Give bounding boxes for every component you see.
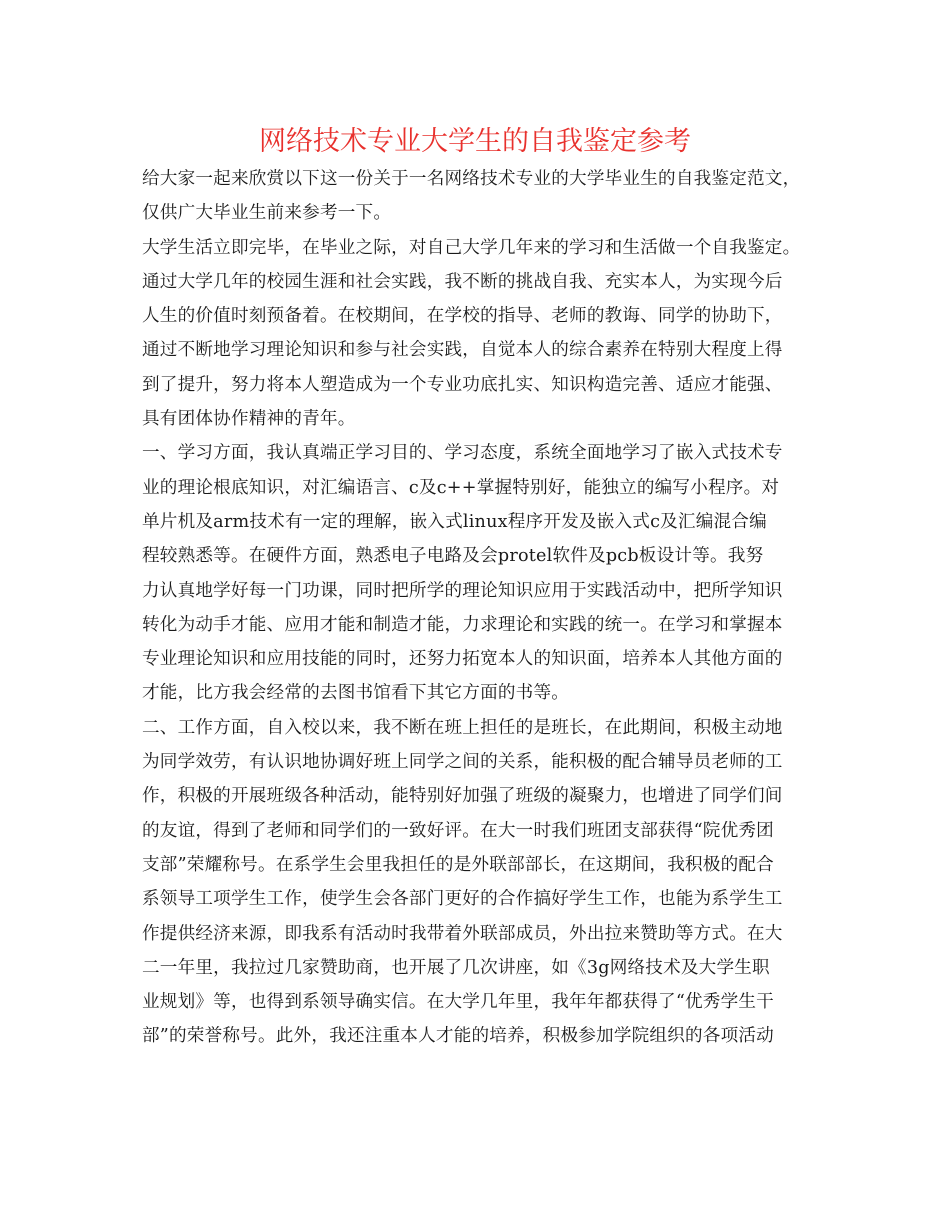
text-line: 转化为动手才能、应用才能和制造才能，力求理论和实践的统一。在学习和掌握本 [142, 614, 783, 635]
text-line: 系领导工项学生工作，使学生会各部门更好的合作搞好学生工作，也能为系学生工 [142, 889, 783, 910]
text-line: 单片机及arm技术有一定的理解，嵌入式linux程序开发及嵌入式c及汇编混合编 [142, 511, 767, 532]
text-line: 业的理论根底知识，对汇编语言、c及c++掌握特别好，能独立的编写小程序。对 [142, 477, 780, 498]
text-line: 仅供广大毕业生前来参考一下。 [142, 203, 392, 224]
text-line: 通过大学几年的校园生涯和社会实践，我不断的挑战自我、充实本人，为实现今后 [142, 271, 783, 292]
text-line: 具有团体协作精神的青年。 [142, 409, 356, 430]
text-line: 专业理论知识和应用技能的同时，还努力拓宽本人的知识面，培养本人其他方面的 [142, 649, 783, 670]
text-line: 人生的价值时刻预备着。在校期间，在学校的指导、老师的教诲、同学的协助下， [142, 306, 783, 327]
text-line: 业规划》等，也得到系领导确实信。在大学几年里，我年年都获得了“优秀学生干 [142, 992, 774, 1013]
text-line: 力认真地学好每一门功课，同时把所学的理论知识应用于实践活动中，把所学知识 [142, 580, 783, 601]
text-line: 二一年里，我拉过几家赞助商，也开展了几次讲座，如《3g网络技术及大学生职 [142, 957, 770, 978]
text-line: 为同学效劳，有认识地协调好班上同学之间的关系，能积极的配合辅导员老师的工 [142, 752, 783, 773]
text-line: 才能，比方我会经常的去图书馆看下其它方面的书等。 [142, 683, 570, 704]
text-line: 的友谊，得到了老师和同学们的一致好评。在大一时我们班团支部获得“院优秀团 [142, 820, 774, 841]
text-line: 部”的荣誉称号。此外，我还注重本人才能的培养，积极参加学院组织的各项活动 [142, 1026, 774, 1047]
document-body [142, 162, 832, 1054]
text-line: 一、学习方面，我认真端正学习目的、学习态度，系统全面地学习了嵌入式技术专 [142, 443, 783, 464]
text-line: 作，积极的开展班级各种活动，能特别好加强了班级的凝聚力，也增进了同学们间 [142, 786, 783, 807]
text-line: 通过不断地学习理论知识和参与社会实践，自觉本人的综合素养在特别大程度上得 [142, 340, 783, 361]
text-line: 程较熟悉等。在硬件方面，熟悉电子电路及会protel软件及pcb板设计等。我努 [142, 546, 764, 567]
document-title: 网络技术专业大学生的自我鉴定参考 [259, 126, 691, 157]
text-line: 大学生活立即完毕，在毕业之际，对自己大学几年来的学习和生活做一个自我鉴定。 [142, 237, 801, 258]
text-line: 作提供经济来源，即我系有活动时我带着外联部成员，外出拉来赞助等方式。在大 [142, 923, 783, 944]
text-line: 支部”荣耀称号。在系学生会里我担任的是外联部部长，在这期间，我积极的配合 [142, 854, 774, 875]
text-line: 到了提升，努力将本人塑造成为一个专业功底扎实、知识构造完善、适应才能强、 [142, 374, 783, 395]
text-line: 二、工作方面，自入校以来，我不断在班上担任的是班长，在此期间，积极主动地 [142, 717, 783, 738]
text-line: 给大家一起来欣赏以下这一份关于一名网络技术专业的大学毕业生的自我鉴定范文， [142, 169, 801, 189]
